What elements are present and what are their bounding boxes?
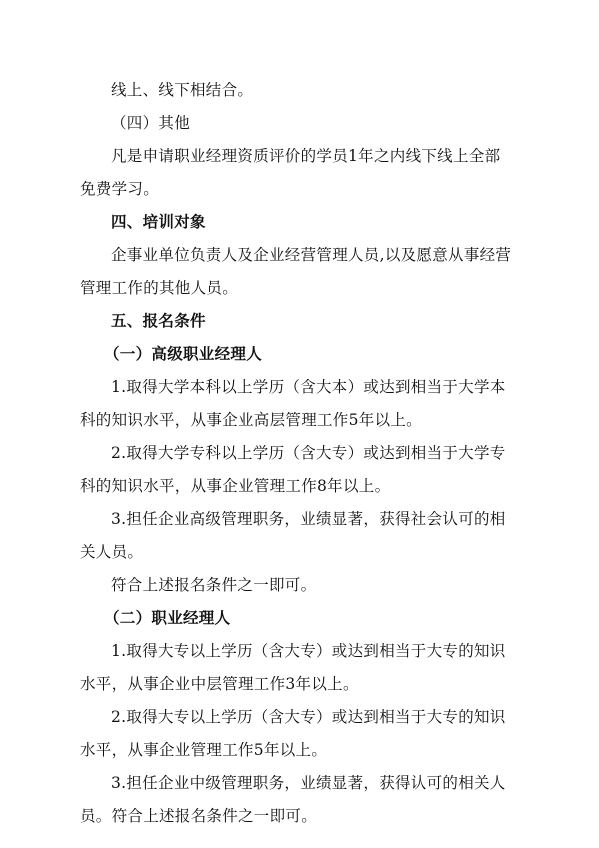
subsection-heading-manager: （二）职业经理人 — [104, 609, 231, 627]
paragraph-line: 符合上述报名条件之一即可。 — [111, 576, 317, 594]
paragraph-line: 线上、线下相结合。 — [111, 81, 254, 99]
paragraph-line: 管理工作的其他人员。 — [80, 279, 239, 297]
subsection-heading-senior-manager: （一）高级职业经理人 — [104, 345, 263, 363]
paragraph-line: 凡是申请职业经理资质评价的学员1年之内线下线上全部 — [111, 147, 501, 165]
paragraph-line: 3.担任企业高级管理职务，业绩显著，获得社会认可的相 — [111, 510, 506, 528]
paragraph-line: 科的知识水平，从事企业高层管理工作5年以上。 — [80, 411, 422, 429]
paragraph-line: 2.取得大专以上学历（含大专）或达到相当于大专的知识 — [111, 708, 506, 726]
paragraph-line: 1.取得大学本科以上学历（含大本）或达到相当于大学本 — [111, 378, 506, 396]
paragraph-line: 科的知识水平，从事企业管理工作8年以上。 — [80, 477, 391, 495]
paragraph-line: 水平，从事企业管理工作5年以上。 — [80, 741, 328, 759]
subsection-heading-other: （四）其他 — [111, 114, 191, 132]
paragraph-line: 企事业单位负责人及企业经营管理人员,以及愿意从事经营 — [111, 246, 512, 264]
paragraph-line: 1.取得大专以上学历（含大专）或达到相当于大专的知识 — [111, 642, 506, 660]
section-heading-registration-conditions: 五、报名条件 — [111, 312, 206, 330]
paragraph-line: 免费学习。 — [80, 180, 160, 198]
paragraph-line: 水平，从事企业中层管理工作3年以上。 — [80, 675, 359, 693]
paragraph-line: 关人员。 — [80, 543, 144, 561]
section-heading-training-targets: 四、培训对象 — [111, 213, 206, 231]
paragraph-line: 2.取得大学专科以上学历（含大专）或达到相当于大学专 — [111, 444, 506, 462]
paragraph-line: 员。符合上述报名条件之一即可。 — [80, 807, 318, 825]
paragraph-line: 3.担任企业中级管理职务，业绩显著，获得认可的相关人 — [111, 774, 506, 792]
